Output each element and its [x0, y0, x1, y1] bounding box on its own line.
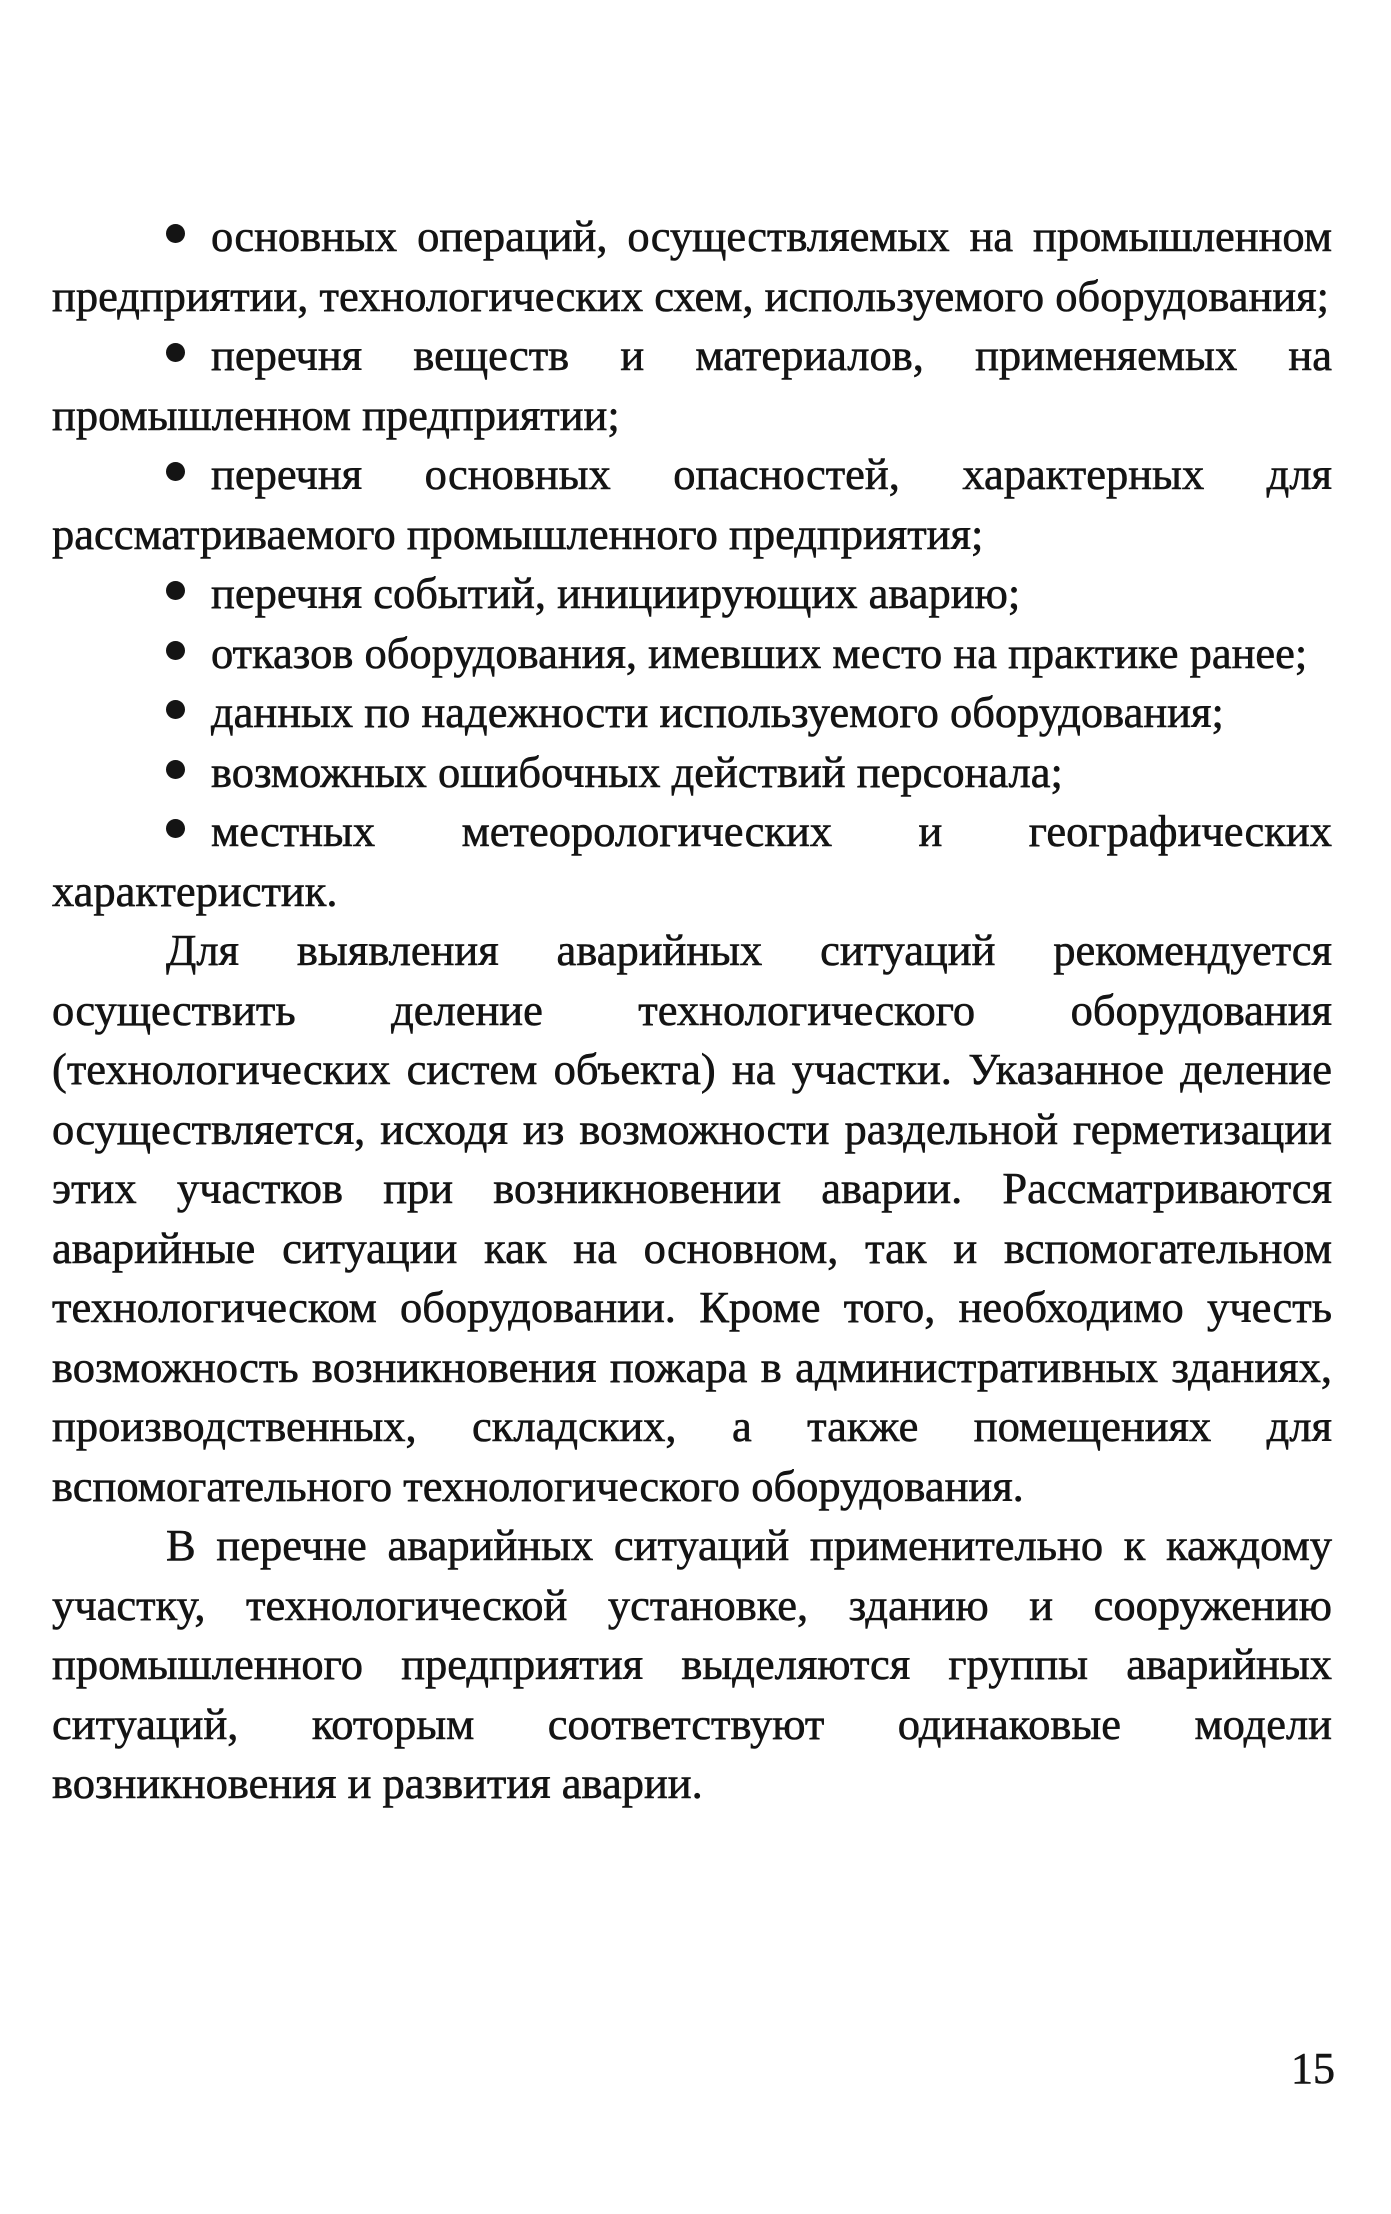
- bullet-text: перечня событий, инициирующих аварию;: [211, 568, 1021, 618]
- bullet-text: отказов оборудования, имевших место на практике ранее;: [211, 627, 1308, 678]
- bullet-item: [52, 743, 1332, 803]
- bullet-text: перечня основных опасностей, характерных для рассматриваемого промышленного предприятия;: [52, 449, 1332, 559]
- bullet-icon: [166, 819, 185, 838]
- bullet-item: [52, 802, 1332, 921]
- bullet-icon: [166, 760, 185, 779]
- bullet-item: [52, 445, 1332, 564]
- bullet-text: возможных ошибочных действий персонала;: [211, 746, 1063, 797]
- bullet-text: основных операций, осуществляемых на промышленном предприятии, технологических схем, используемого оборудования;: [52, 211, 1332, 321]
- bullet-item: [52, 683, 1332, 743]
- bullet-icon: [166, 224, 185, 243]
- page-body: [52, 207, 1332, 1814]
- paragraph-scenario-groups: В перечне аварийных ситуаций применительно к каждому участку, технологической установке, зданию и сооружению промышленного предприятия выделяются группы аварийных ситуаций, которым соответствуют одинаковые модели возникновения и развития аварии.: [52, 1520, 1332, 1808]
- bullet-item: [52, 624, 1332, 684]
- text-block: [52, 207, 1332, 1814]
- bullet-icon: [166, 462, 185, 481]
- bullet-text: перечня веществ и материалов, применяемых на промышленном предприятии;: [52, 330, 1332, 440]
- bullet-text: местных метеорологических и географических характеристик.: [52, 806, 1332, 916]
- bullet-icon: [166, 641, 185, 660]
- bullet-text: данных по надежности используемого оборудования;: [211, 687, 1224, 737]
- bullet-item: [52, 207, 1332, 326]
- bullet-item: [52, 326, 1332, 445]
- bullet-icon: [166, 581, 185, 600]
- bullet-icon: [166, 343, 185, 362]
- page-number: 15: [1291, 2044, 1335, 2093]
- bullet-item: [52, 564, 1332, 624]
- paragraph-segmentation: Для выявления аварийных ситуаций рекомендуется осуществить деление технологического оборудования (технологических систем объекта) на участки. Указанное деление осуществляется, исходя из возможности раздельной герметизации этих участков при возникновении аварии. Рассматриваются аварийные ситуации как на основном, так и вспомогательном технологическом оборудовании. Кроме того, необходимо учесть возможность возникновения пожара в административных зданиях, производственных, складских, а также помещениях для вспомогательного технологического оборудования.: [52, 925, 1332, 1511]
- bullet-icon: [166, 700, 185, 719]
